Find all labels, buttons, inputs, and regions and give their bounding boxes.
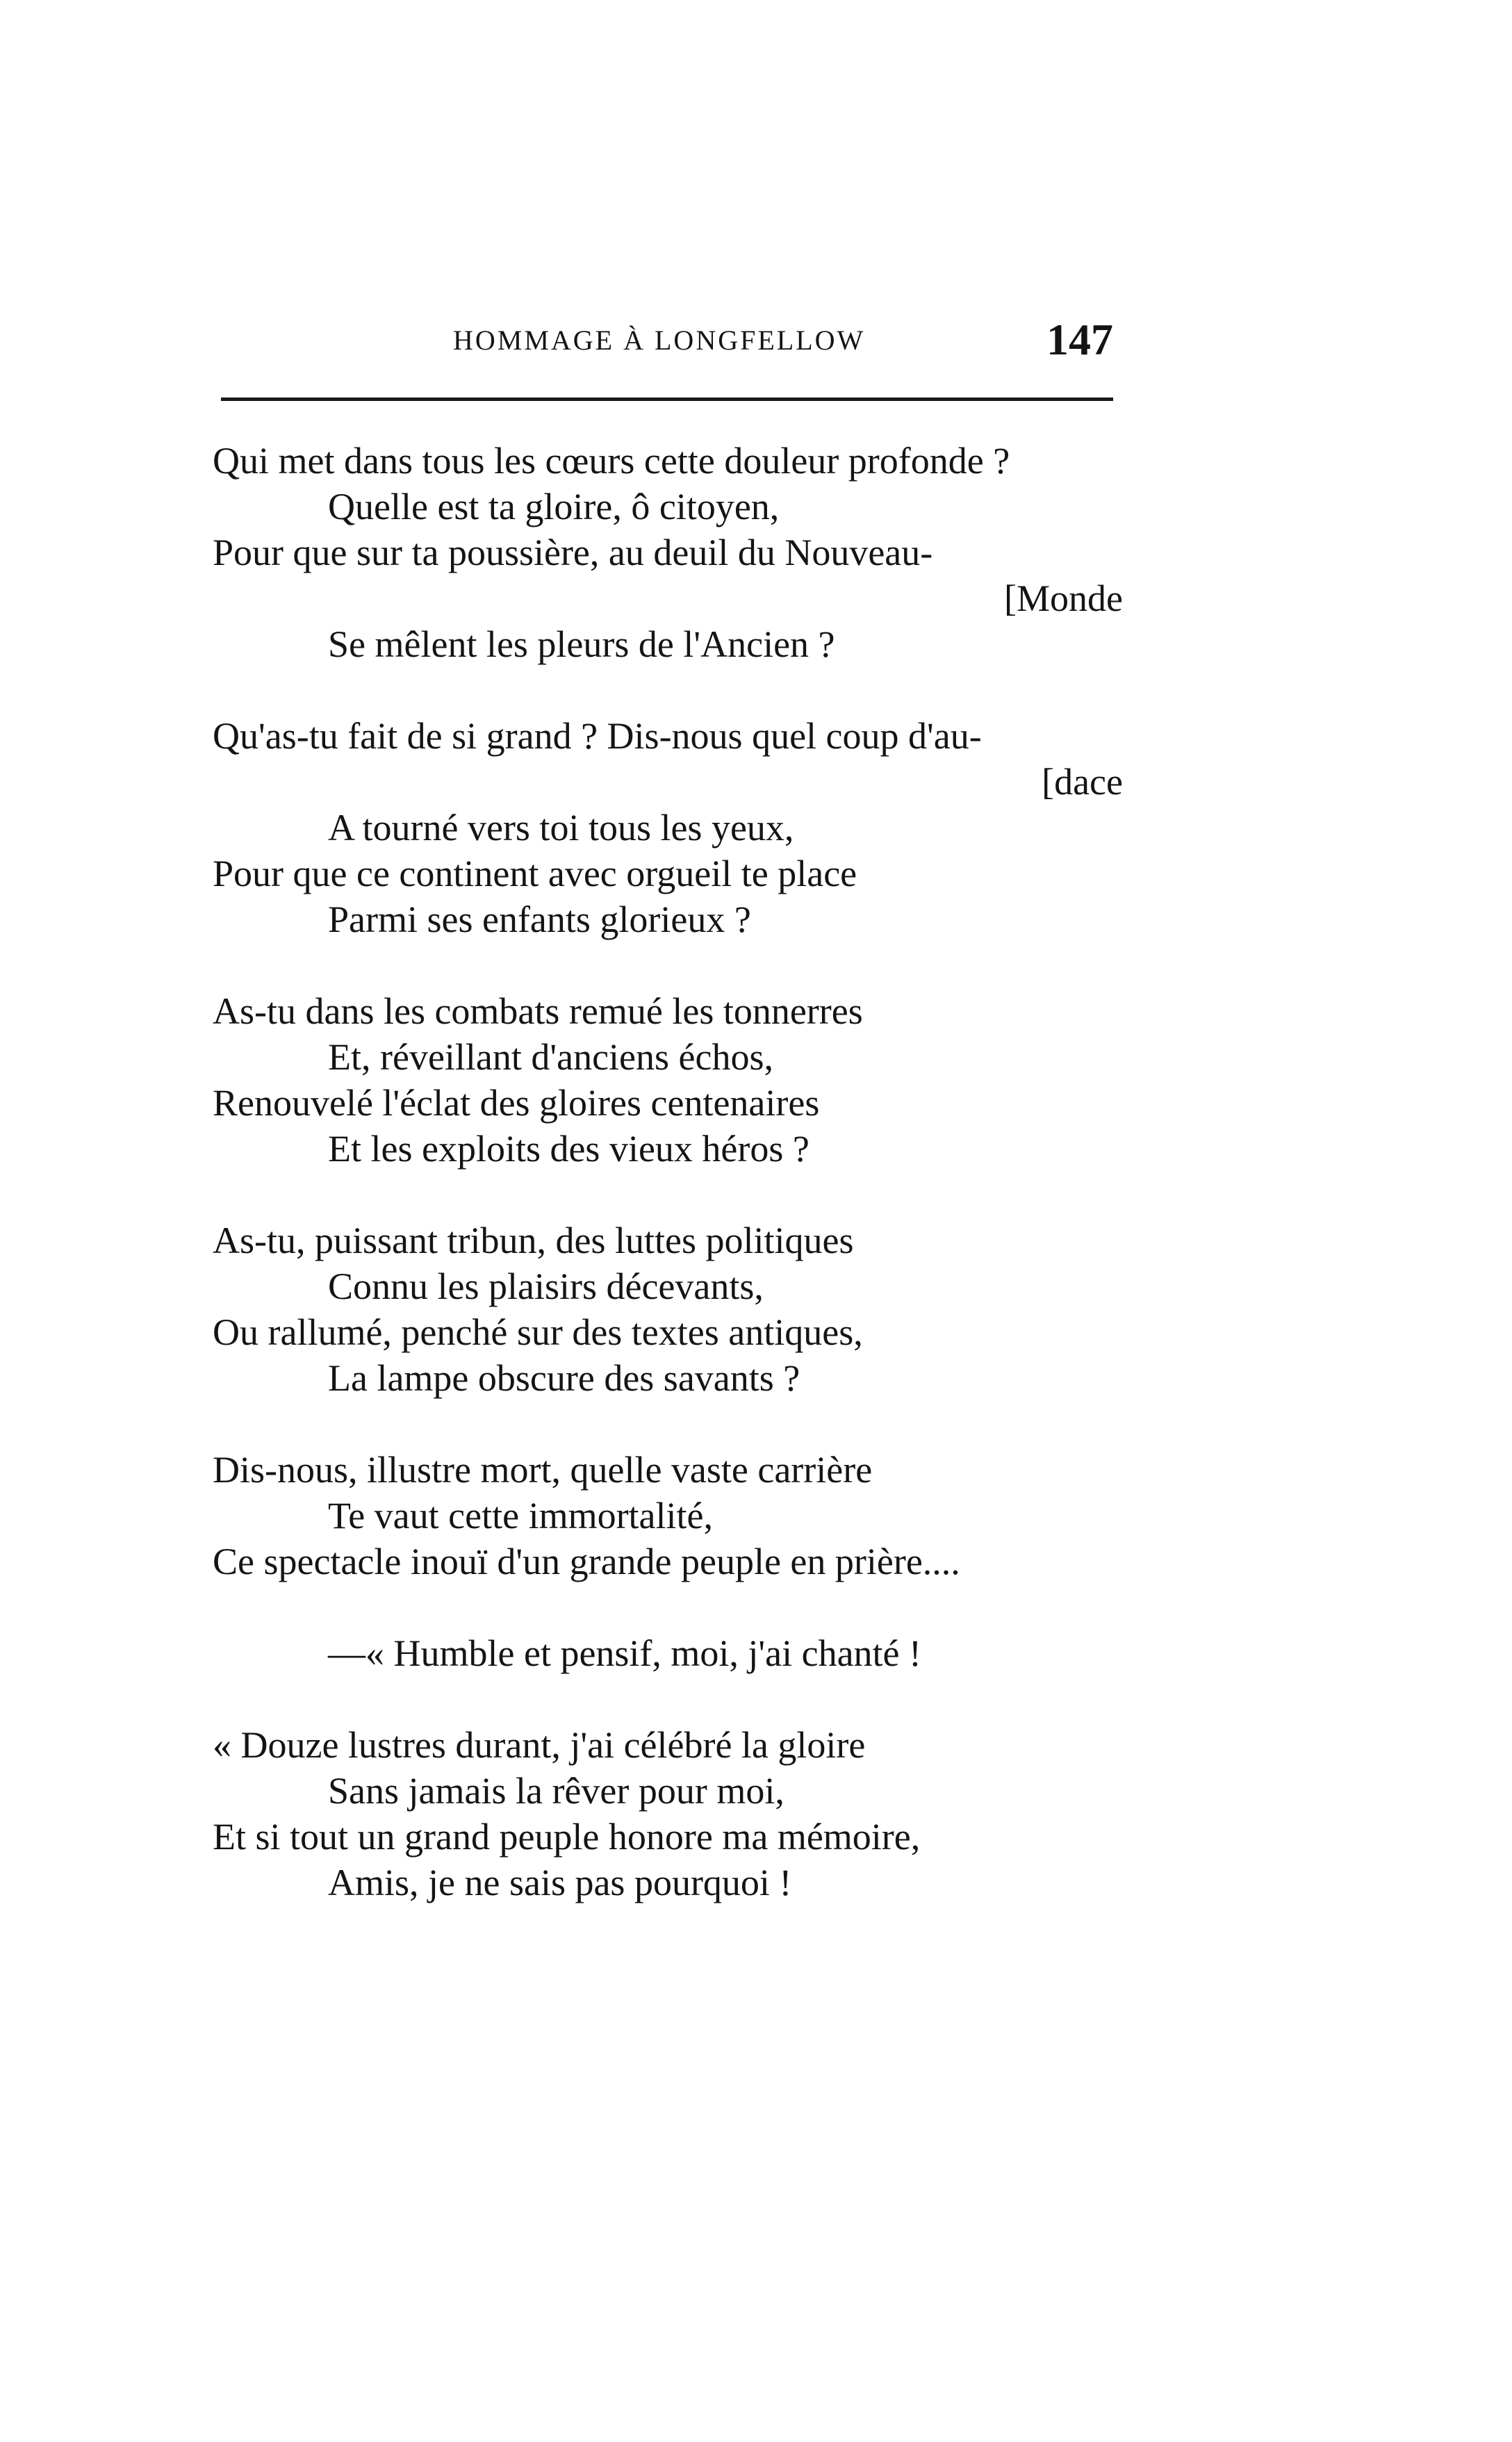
poem-line: Se mêlent les pleurs de l'Ancien ? [328,623,835,665]
poem-line: « Douze lustres durant, j'ai célébré la gloire [213,1724,866,1766]
poem-line: Qu'as-tu fait de si grand ? Dis-nous quel coup d'au- [213,715,982,757]
poem-line: Et, réveillant d'anciens échos, [328,1036,773,1078]
poem-line: La lampe obscure des savants ? [328,1357,800,1399]
stanza [213,988,1123,1172]
stanza [213,1218,1123,1401]
poem-line: Amis, je ne sais pas pourquoi ! [328,1862,792,1903]
header-rule [221,398,1113,401]
poem-line: [Monde [1004,577,1123,619]
stanza [213,713,1123,942]
stanza [213,1447,1123,1584]
poem-line: As-tu, puissant tribun, des luttes politiques [213,1220,854,1261]
poem-line: Dis-nous, illustre mort, quelle vaste carrière [213,1449,873,1491]
poem-line: [dace [1042,761,1123,803]
poem-line: As-tu dans les combats remué les tonnerres [213,990,863,1032]
poem-line: Ou rallumé, penché sur des textes antiques, [213,1311,863,1353]
poem-line: Te vaut cette immortalité, [328,1495,714,1537]
poem-line: Ce spectacle inouï d'un grande peuple en prière.... [213,1541,960,1582]
poem-line: Et si tout un grand peuple honore ma mémoire, [213,1816,921,1858]
poem-line: Parmi ses enfants glorieux ? [328,899,751,940]
running-head [224,315,1113,374]
poem-line: Pour que ce continent avec orgueil te place [213,853,857,894]
stanza [213,438,1123,667]
poem-line: Pour que sur ta poussière, au deuil du Nouveau- [213,532,933,573]
poem-body [213,438,1123,1951]
poem-line: Sans jamais la rêver pour moi, [328,1770,784,1812]
poem-line: Quelle est ta gloire, ô citoyen, [328,486,780,527]
stanza [213,1722,1123,1906]
page-number: 147 [1046,315,1113,364]
poem-line: Connu les plaisirs décevants, [328,1265,764,1307]
poem-line: —« Humble et pensif, moi, j'ai chanté ! [328,1632,922,1674]
poem-line: A tourné vers toi tous les yeux, [328,807,794,849]
poem-line: Renouvelé l'éclat des gloires centenaires [213,1082,820,1124]
stanza [213,1630,1123,1676]
poem-line: Et les exploits des vieux héros ? [328,1128,810,1170]
poem-line: Qui met dans tous les cœurs cette douleur profonde ? [213,440,1010,482]
running-title: HOMMAGE À LONGFELLOW [453,325,866,356]
